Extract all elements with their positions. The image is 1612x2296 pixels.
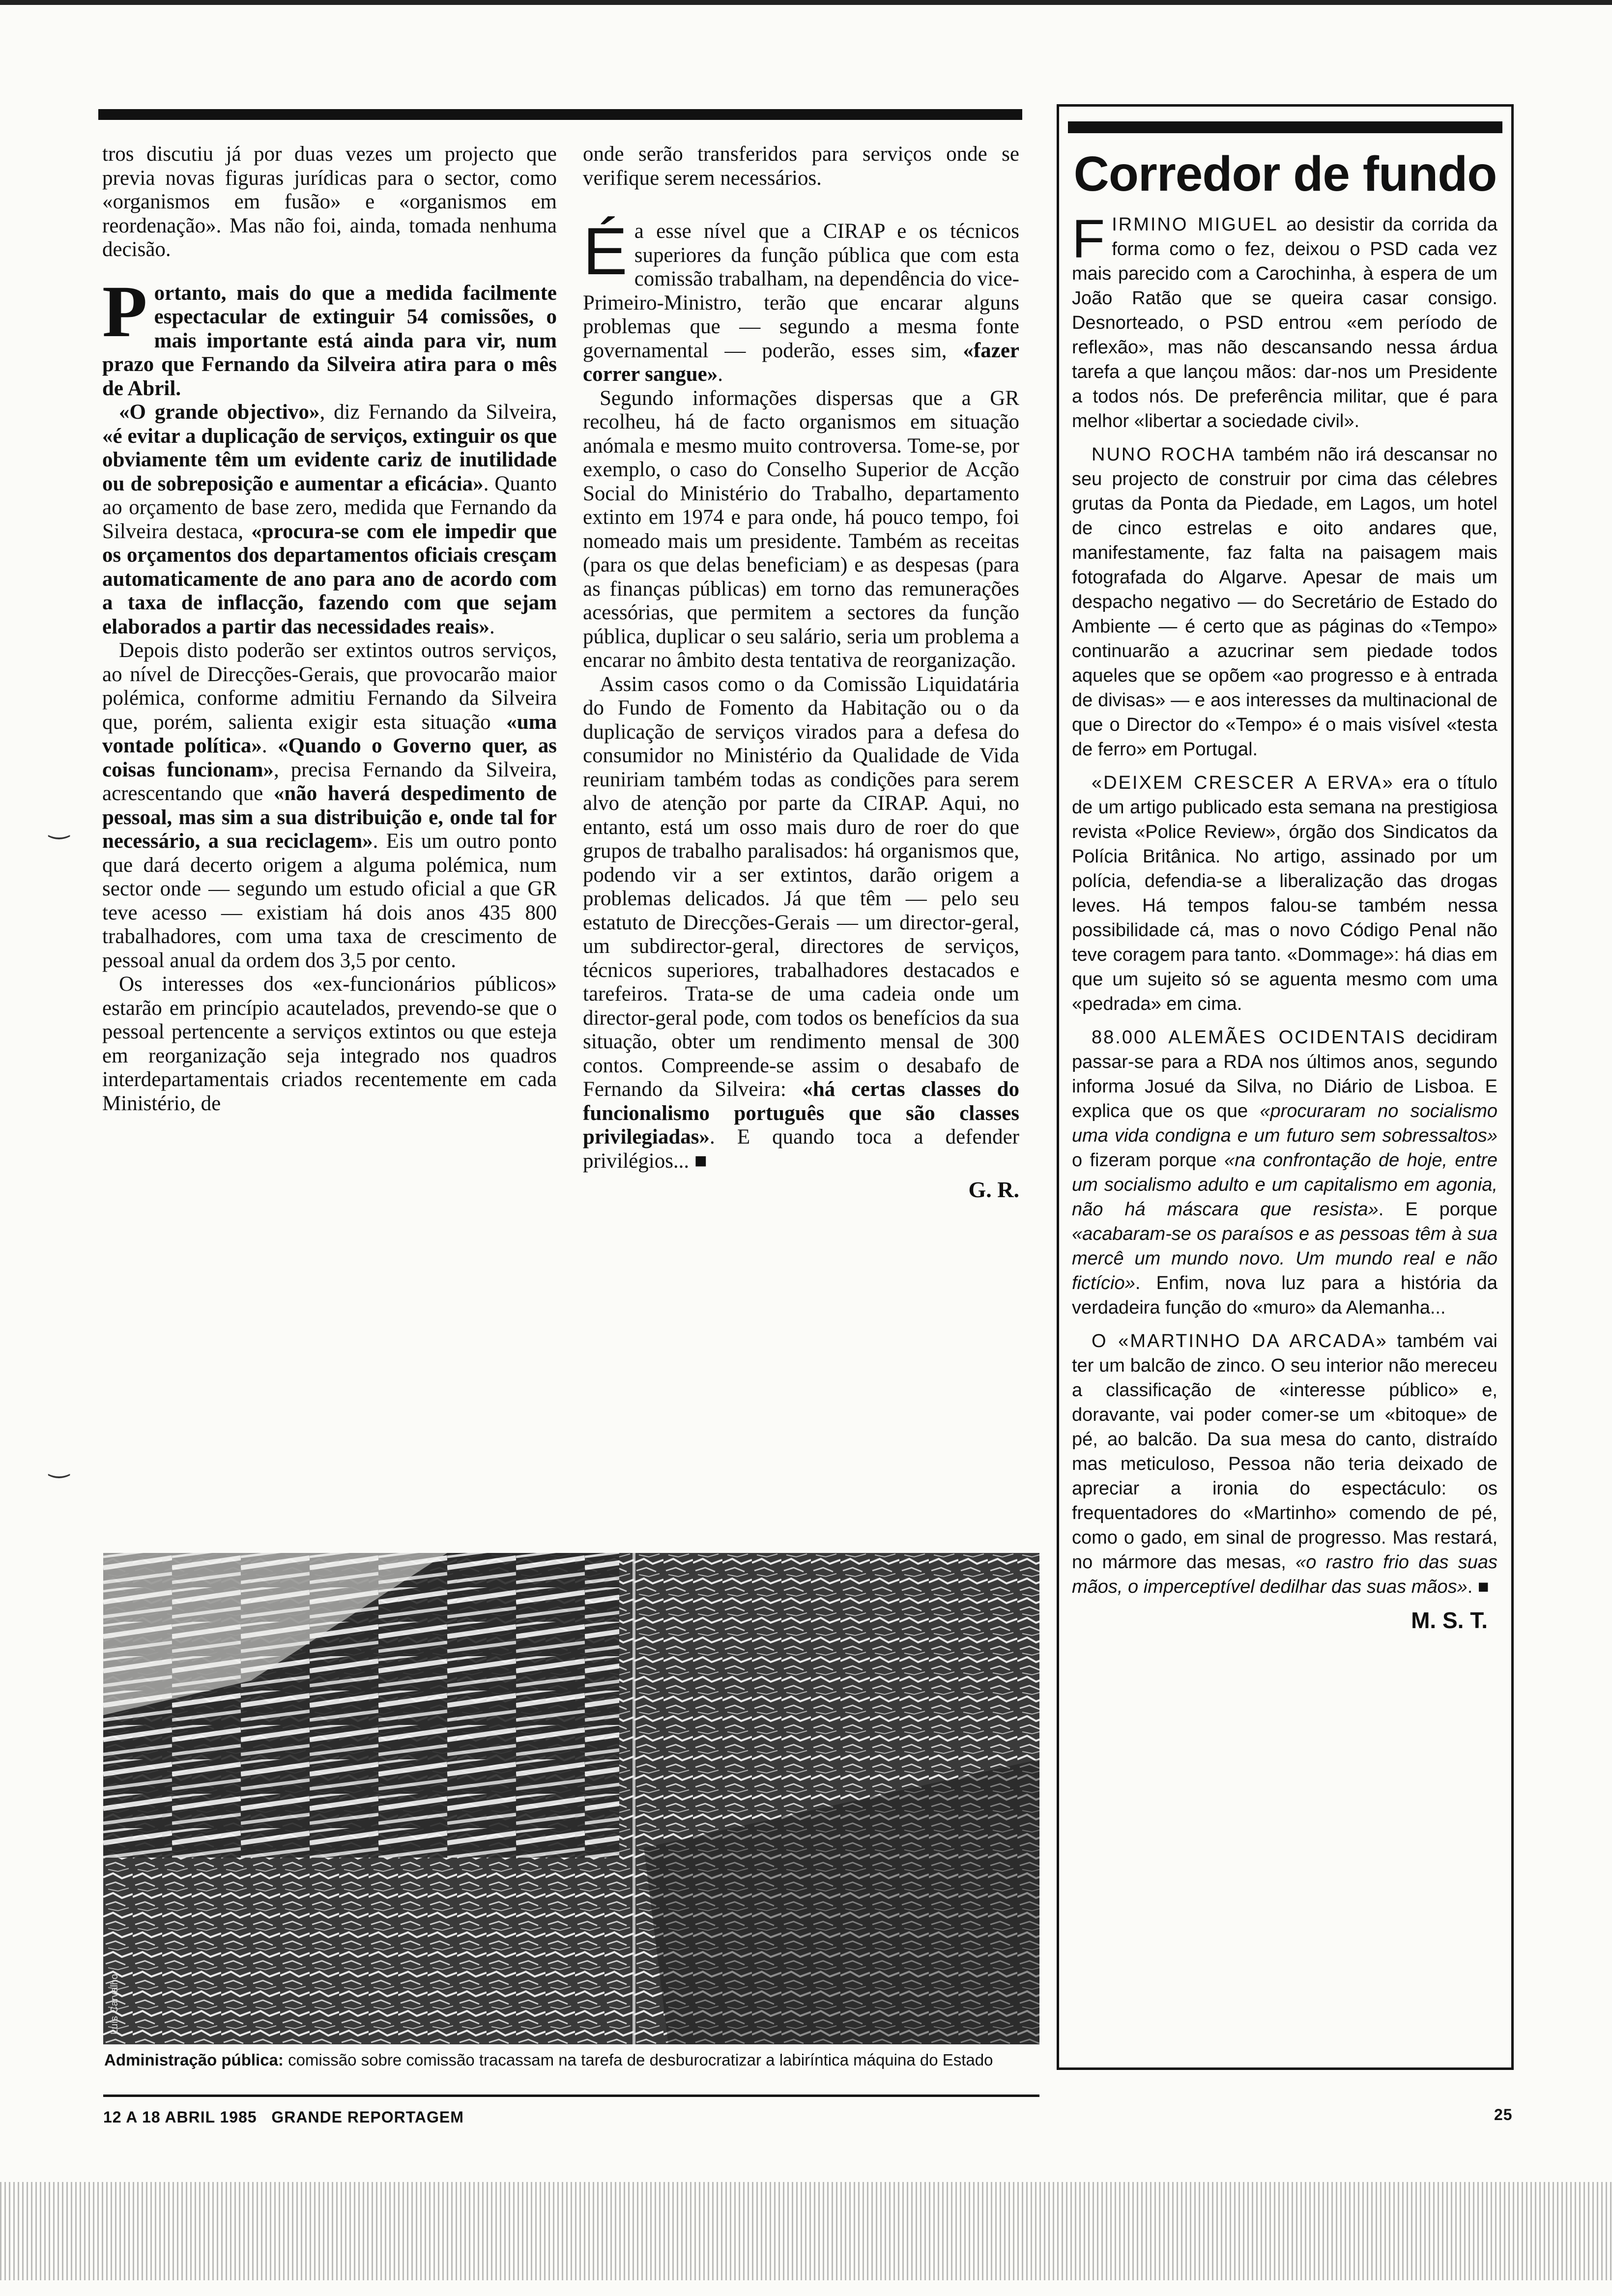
article-photo xyxy=(103,1553,1039,2044)
footer-issue-info: 12 A 18 ABRIL 1985 GRANDE REPORTAGEM xyxy=(103,2108,464,2126)
margin-mark: ‿ xyxy=(49,1450,69,1478)
page-top-edge xyxy=(0,0,1612,5)
sidebar-item: NUNO ROCHA também não irá descansar no seu projecto de construir por cima das célebres grutas da Ponta da Piedade, em Lagos, um hotel de cinco estrelas e oito andares que, manifestamente, faz falta na paisagem mais fotografada do Algarve. Apesar de mais um despacho negativo — do Secretário de Estado do Ambiente — é certo que as páginas do «Tempo» continuarão a azucrinar sem piedade todos aqueles que se opõem «ao progresso e à entrada de divisas» — e aos interesses da multinacional de que o Director do «Tempo» é o mais visível «testa de ferro» em Portugal. xyxy=(1072,444,1497,760)
footer-rule xyxy=(103,2095,1039,2097)
article-column-2 xyxy=(583,143,1019,1202)
margin-mark: ‿ xyxy=(49,811,69,839)
sidebar-box xyxy=(1057,104,1514,2070)
paragraph: Depois disto poderão ser extintos outros serviços, ao nível de Direcções-Gerais, que provocarão maior polémica, conforme admitiu Fernando da Silveira que, porém, salienta exigir esta situação «uma vontade política». «Quando o Governo quer, as coisas funcionam», precisa Fernando da Silveira, acrescentando que «não haverá despedimento de pessoal, mas sim a sua distribuição e, onde tal for necessário, a sua reciclagem». Eis um outro ponto que dará decerto origem a alguma polémica, num sector onde — segundo um estudo oficial a que GR teve acesso — existiam há dois anos 435 800 trabalhadores, com uma taxa de crescimento de pessoal anual da ordem dos 3,5 por cento. xyxy=(102,639,557,972)
scan-noise xyxy=(0,2182,1612,2280)
sidebar-item: O «MARTINHO DA ARCADA» também vai ter um balcão de zinco. O seu interior não mereceu a classificação de «interesse público» e, doravante, vai poder comer-se um «bitoque» de pé, ao balcão. Da sua mesa do canto, distraído mas meticuloso, Pessoa não teria deixado de apreciar a ironia do espectáculo: os frequentadores do «Martinho» comendo de pé, como o gado, em sinal de progresso. Mas restará, no mármore das mesas, «o rastro frio das suas mãos, o imperceptível dedilhar das suas mãos». ■ xyxy=(1072,1331,1497,1597)
drop-cap: P xyxy=(102,270,147,352)
paragraph: É a esse nível que a CIRAP e os técnicos superiores da função pública que com esta comissão trabalham, na dependência do vice-Primeiro-Ministro, terão que encarar alguns problemas que — segundo a mesma fonte governamental — poderão, esses sim, «fazer correr sangue». xyxy=(583,214,1019,386)
sidebar-top-rule xyxy=(1068,121,1502,133)
paragraph: Segundo informações dispersas que a GR recolheu, há de facto organismos em situação anómala e mesmo muito controversa. Tome-se, por exemplo, o caso do Conselho Superior de Acção Social do Ministério do Trabalho, departamento extinto em 1974 e para onde, há pouco tempo, foi nomeado mais um presidente. Também as receitas (para os que delas beneficiam) e as despesas (para as finanças públicas) em torno das remunerações acessórias, que permitem a sectores da função pública, duplicar o seu salário, seria um problema a encarar no âmbito desta tentativa de reorganização. xyxy=(583,386,1019,672)
drop-cap: F xyxy=(1072,209,1105,269)
sidebar-item: «DEIXEM CRESCER A ERVA» era o título de um artigo publicado esta semana na prestigiosa revista «Police Review», órgão dos Sindicatos da Polícia Britânica. No artigo, assinado por um polícia, defendia-se a liberalização das drogas leves. Há tempos falou-se também nessa possibilidade cá, mas o novo Código Penal não teve coragem para tanto. «Dommage»: há dias em que um sujeito só se aguenta mesmo com uma «pedrada» em cima. xyxy=(1072,773,1497,1014)
article-column-1 xyxy=(102,143,557,1116)
page-number: 25 xyxy=(1494,2106,1513,2124)
photo-image xyxy=(103,1553,1039,2044)
paragraph: Portanto, mais do que a medida facilmente espectacular de extinguir 54 comissões, o mais importante está ainda para vir, num prazo que Fernando da Silveira atira para o mês de Abril. xyxy=(102,270,557,400)
author-signature: G. R. xyxy=(968,1177,1019,1202)
article-top-rule xyxy=(98,109,1022,120)
paragraph: Os interesses dos «ex-funcionários públicos» estarão em princípio acautelados, prevendo-se que o pessoal pertencente a serviços extintos ou que esteja em reorganização seja integrado nos quadros interdepartamentais criados recentemente em cada Ministério, de xyxy=(102,973,557,1115)
sidebar-body xyxy=(1072,209,1497,1641)
photo-caption: Administração pública: comissão sobre comissão tracassam na tarefa de desburocratizar a labiríntica máquina do Estado xyxy=(104,2051,993,2069)
paragraph: Assim casos como o da Comissão Liquidatária do Fundo de Fomento da Habitação ou o da duplicação de serviços virados para a defesa do consumidor no Ministério da Qualidade de Vida reuniriam também todas as condições para serem alvo de atenção por parte da CIRAP. Aqui, no entanto, está um osso mais duro de roer do que grupos de trabalho paralisados: há organismos que, podendo vir a ser extintos, darão origem a problemas delicados. Já que têm — pelo seu estatuto de Direcções-Gerais — um director-geral, um subdirector-geral, directores de serviços, técnicos superiores, trabalhadores destacados e tarefeiros. Trata-se de uma cadeia onde um director-geral pode, com todos os benefícios da sua situação, obter um rendimento mensal de 300 contos. Compreende-se assim o desabafo de Fernando da Silveira: «há certas classes do funcionalismo português que são classes privilegiadas». E quando toca a defender privilégios... ■ xyxy=(583,672,1019,1173)
paragraph: onde serão transferidos para serviços onde se verifique serem necessários. xyxy=(583,143,1019,190)
sidebar-item: 88.000 ALEMÃES OCIDENTAIS decidiram passar-se para a RDA nos últimos anos, segundo informa Josué da Silva, no Diário de Lisboa. E explica que os que «procuraram no socialismo uma vida condigna e um futuro sem sobressaltos» o fizeram porque «na confrontação de hoje, entre um socialismo adulto e um capitalismo em agonia, não há máscara que resista». E porque «acabaram-se os paraísos e as pessoas têm à sua mercê um mundo novo. Um mundo real e não fictício». Enfim, nova luz para a história da verdadeira função do «muro» da Alemanha... xyxy=(1072,1027,1497,1318)
photo-credit: Luís Carvalho xyxy=(109,1974,120,2035)
sidebar-signature: M. S. T. xyxy=(1411,1607,1488,1633)
paragraph: tros discutiu já por duas vezes um projecto que previa novas figuras jurídicas para o sector, como «organismos em fusão» e «organismos em reordenação». Mas não foi, ainda, tomada nenhuma decisão. xyxy=(102,143,557,261)
sidebar-title: Corredor de fundo xyxy=(1073,146,1497,201)
paragraph: «O grande objectivo», diz Fernando da Silveira, «é evitar a duplicação de serviços, extinguir os que obviamente têm um evidente cariz de inutilidade ou de sobreposição e aumentar a eficácia». Quanto ao orçamento de base zero, medida que Fernando da Silveira destaca, «procura-se com ele impedir que os orçamentos dos departamentos oficiais cresçam automaticamente de ano para ano de acordo com a taxa de inflacção, fazendo com que sejam elaborados a partir das necessidades reais». xyxy=(102,401,557,638)
drop-cap: É xyxy=(583,214,628,288)
sidebar-item: FIRMINO MIGUEL ao desistir da corrida da forma como o fez, deixou o PSD cada vez mais parecido com a Carochinha, à espera de um João Ratão que se queira casar consigo. Desnorteado, o PSD entrou «em período de reflexão», mas não descansando nessa árdua tarefa a que lançou mãos: dar-nos um Presidente a todos nós. De preferência militar, que é para melhor «libertar a sociedade civil». xyxy=(1072,209,1497,431)
